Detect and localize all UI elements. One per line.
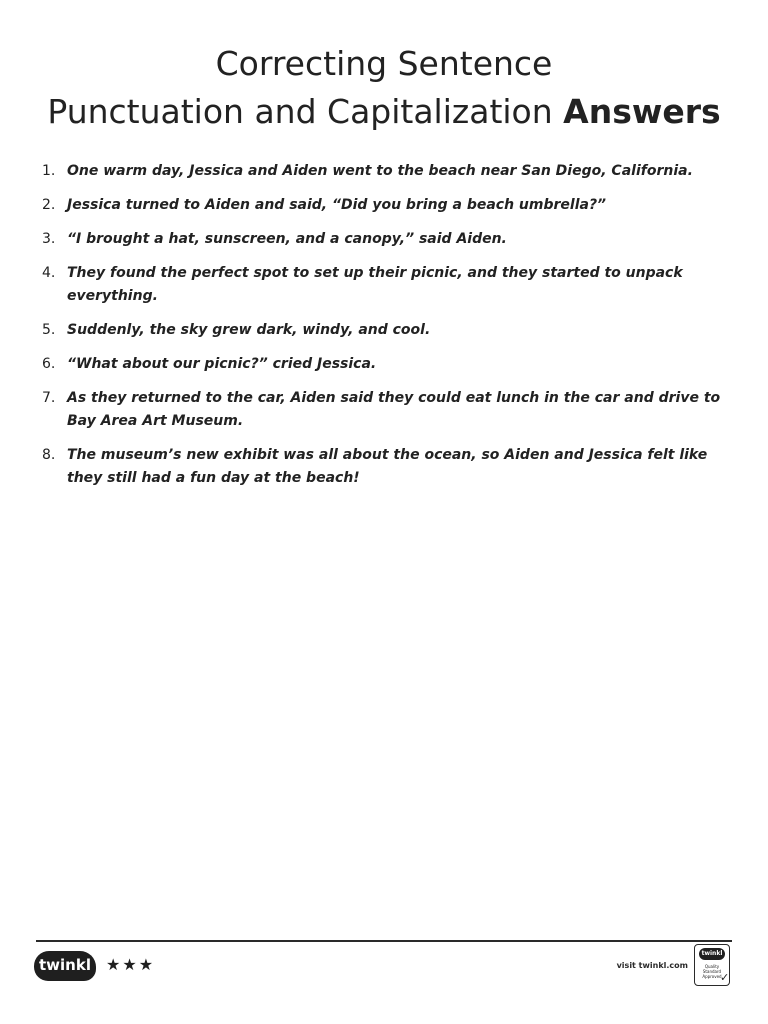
answer-list xyxy=(42,160,732,501)
logo-text: twinkl xyxy=(39,956,91,974)
badge-logo: twinkl xyxy=(699,948,725,960)
list-item xyxy=(42,194,732,217)
item-text: Jessica turned to Aiden and said, “Did you bring a beach umbrella?” xyxy=(67,197,607,213)
item-number: 5. xyxy=(42,322,56,338)
item-text: They found the perfect spot to set up their picnic, and they started to unpack everything. xyxy=(67,265,683,304)
list-item xyxy=(42,228,732,251)
list-item xyxy=(42,444,732,490)
badge-line-1: Quality Standard xyxy=(702,964,722,974)
list-item xyxy=(42,262,732,308)
item-number: 3. xyxy=(42,231,56,247)
item-text: “I brought a hat, sunscreen, and a canopy,” said Aiden. xyxy=(67,231,507,247)
list-item xyxy=(42,387,732,433)
item-number: 8. xyxy=(42,447,56,463)
item-number: 6. xyxy=(42,356,56,372)
item-number: 1. xyxy=(42,163,56,179)
twinkl-logo[interactable] xyxy=(34,951,96,981)
title-line-2: Punctuation and Capitalization xyxy=(47,92,553,131)
page-title xyxy=(0,40,768,136)
title-emphasis: Answers xyxy=(563,92,721,131)
rating-stars-icon: ★★★ xyxy=(106,955,156,974)
checkmark-icon: ✓ xyxy=(720,971,730,984)
quality-standard-badge xyxy=(694,944,730,986)
list-item xyxy=(42,353,732,376)
item-text: One warm day, Jessica and Aiden went to the beach near San Diego, California. xyxy=(67,163,693,179)
visit-link[interactable]: visit twinkl.com xyxy=(616,961,688,970)
item-text: As they returned to the car, Aiden said they could eat lunch in the car and drive to Bay Area Art Museum. xyxy=(67,390,721,429)
badge-line-2: Approved xyxy=(702,974,722,979)
item-number: 4. xyxy=(42,265,56,281)
title-line-1: Correcting Sentence xyxy=(215,44,553,83)
footer-divider xyxy=(36,940,732,942)
item-number: 2. xyxy=(42,197,56,213)
item-text: Suddenly, the sky grew dark, windy, and cool. xyxy=(67,322,431,338)
list-item xyxy=(42,319,732,342)
list-item xyxy=(42,160,732,183)
item-number: 7. xyxy=(42,390,56,406)
item-text: The museum’s new exhibit was all about the ocean, so Aiden and Jessica felt like they still had a fun day at the beach! xyxy=(67,447,708,486)
item-text: “What about our picnic?” cried Jessica. xyxy=(67,356,377,372)
